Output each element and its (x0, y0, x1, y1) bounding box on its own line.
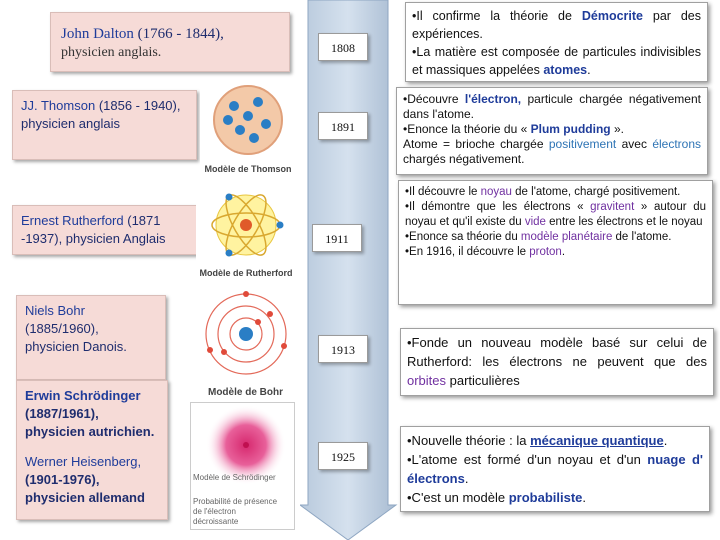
schrodinger-model-image (190, 402, 295, 530)
bohr-model-caption: Modèle de Bohr (207, 387, 283, 398)
desc-1911-modele-planetaire: modèle planétaire (520, 231, 613, 243)
year-1891: 1891 (318, 112, 368, 140)
desc-1925 (400, 426, 710, 512)
heisenberg-dates: (1901-1976), (25, 472, 100, 487)
desc-1808-l1a: •Il confirme la théorie de (412, 9, 582, 23)
desc-1808-atomes: atomes (543, 63, 588, 77)
desc-1808-democrite: Démocrite (581, 9, 643, 23)
schrodinger-model-caption: Modèle de Schrödinger (193, 473, 276, 482)
desc-1891-l3c: avec (616, 137, 653, 151)
desc-1925-l1a: •Nouvelle théorie : la (407, 433, 531, 448)
desc-1911 (398, 180, 713, 305)
rutherford-name: Ernest Rutherford (21, 213, 124, 228)
desc-1891-electron: l'électron, (464, 92, 522, 106)
desc-1911-l2a: •Il démontre que les électrons « (405, 201, 591, 213)
desc-1925-nuage-electrons: nuage d' électrons (407, 452, 703, 486)
rutherford-model-image (196, 185, 296, 280)
desc-1911-l4c: . (561, 246, 566, 258)
desc-1925-l3c: . (582, 490, 587, 505)
desc-1911-l3c: de l'atome. (612, 231, 672, 243)
schrodinger-dates: (1887/1961), (25, 406, 99, 421)
desc-1911-vide: vide (524, 216, 546, 228)
desc-1911-l1c: de l'atome, chargé positivement. (511, 186, 681, 198)
desc-1911-l2e: entre les électrons et le noyau (545, 216, 703, 228)
desc-1808-l1c: par des expériences. (412, 9, 701, 41)
desc-1925-l1c: . (663, 433, 668, 448)
desc-1891-electrons: électrons (652, 137, 702, 151)
desc-1913-l1c: particulières (446, 373, 520, 388)
dalton-desc: physicien anglais. (61, 45, 162, 60)
thomson-name: JJ. Thomson (21, 98, 96, 113)
scientist-schrodinger-heisenberg (16, 380, 168, 520)
rutherford-dates: (1871 -1937), physicien Anglais (21, 213, 166, 246)
dalton-name: John Dalton (61, 26, 134, 42)
heisenberg-name: Werner Heisenberg, (25, 454, 142, 469)
desc-1911-l1a: •Il découvre le (405, 186, 481, 198)
bohr-desc: physicien Danois. (25, 339, 127, 354)
year-1913: 1913 (318, 335, 368, 363)
desc-1911-gravitent: gravitent (590, 201, 635, 213)
desc-1808-l2a: •La matière est composée de particules indivisibles et massiques appelées (412, 45, 701, 77)
bohr-dates: (1885/1960), (25, 321, 99, 336)
thomson-model-caption: Modèle de Thomson (204, 164, 292, 174)
scientist-dalton (50, 12, 290, 72)
desc-1808-l2c: . (587, 63, 591, 77)
desc-1891-l2c: ». (610, 122, 624, 136)
year-1925: 1925 (318, 442, 368, 470)
desc-1913 (400, 328, 714, 396)
desc-1891 (396, 87, 708, 175)
scientist-bohr (16, 295, 166, 380)
desc-1891-l1a: •Découvre (403, 92, 465, 106)
desc-1891-positivement: positivement (548, 137, 617, 151)
desc-1911-noyau: noyau (480, 186, 512, 198)
desc-1925-l2c: . (464, 471, 469, 486)
desc-1911-l2c: » autour du noyau et qu'il existe du (405, 201, 706, 228)
thomson-dates: (1856 - 1940), physicien anglais (21, 98, 181, 131)
desc-1891-l3a: Atome = brioche chargée (403, 137, 549, 151)
schrodinger-name: Erwin Schrödinger (25, 388, 141, 403)
thomson-model-image (200, 80, 296, 176)
dalton-dates: (1766 - 1844), (137, 26, 224, 42)
desc-1911-l3a: •Enonce sa théorie du (405, 231, 521, 243)
desc-1925-probabiliste: probabiliste (508, 490, 583, 505)
desc-1808 (405, 2, 708, 82)
probability-caption: Probabilité de présence de l'électron décroissante (193, 497, 278, 526)
bohr-model-image (198, 290, 293, 400)
scientist-thomson (12, 90, 197, 160)
bohr-name: Niels Bohr (25, 303, 85, 318)
desc-1913-l1a: •Fonde un nouveau modèle basé sur celui de Rutherford: les électrons ne peuvent que des (407, 335, 707, 369)
desc-1925-l2a: •L'atome est formé d'un noyau et d'un (407, 452, 648, 467)
desc-1925-l3a: •C'est un modèle (407, 490, 509, 505)
desc-1911-l4a: •En 1916, il découvre le (405, 246, 530, 258)
desc-1891-l1c: particule chargée négativement dans l'atome. (403, 92, 701, 121)
desc-1913-orbites: orbites (407, 373, 447, 388)
year-1911: 1911 (312, 224, 362, 252)
desc-1891-l3e: chargés négativement. (403, 152, 525, 166)
desc-1891-l2a: •Enonce la théorie du « (403, 122, 531, 136)
desc-1925-mecanique-quantique: mécanique quantique (530, 433, 664, 448)
scientist-rutherford (12, 205, 197, 255)
schrodinger-desc: physicien autrichien. (25, 424, 155, 439)
desc-1891-plum-pudding: Plum pudding (530, 122, 611, 136)
desc-1911-proton: proton (529, 246, 562, 258)
rutherford-model-caption: Modèle de Rutherford (199, 268, 293, 278)
year-1808: 1808 (318, 33, 368, 61)
heisenberg-desc: physicien allemand (25, 490, 145, 505)
